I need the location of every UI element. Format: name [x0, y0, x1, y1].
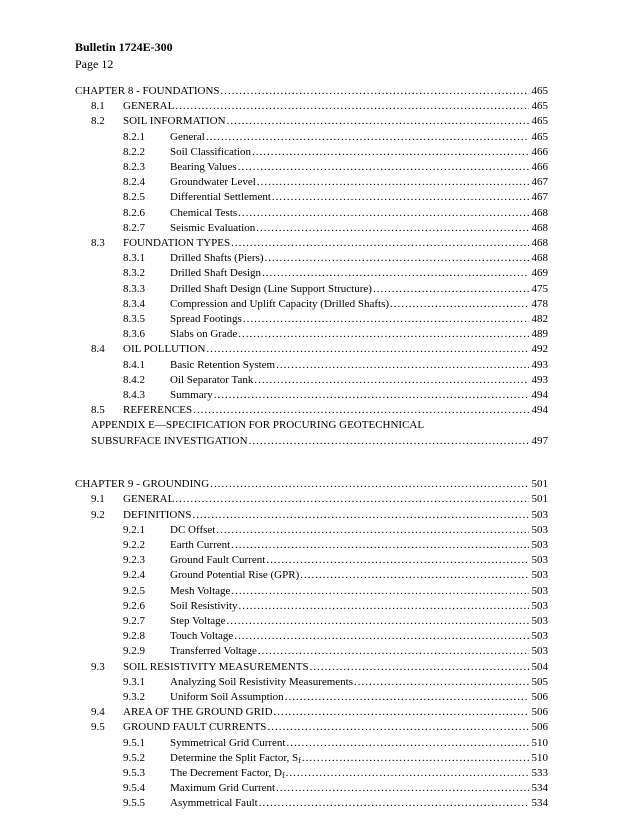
- dot-leader: [267, 720, 529, 735]
- toc-section-number: 8.2.4: [123, 176, 145, 189]
- toc-page-number: 466: [531, 161, 548, 173]
- toc-section-title: [170, 568, 299, 583]
- toc-chapter-row[interactable]: [75, 84, 548, 99]
- toc-section-title: [170, 584, 230, 599]
- toc-section-title: [123, 236, 230, 251]
- toc-page-number: 534: [531, 782, 548, 795]
- toc-title-text: Step Voltage: [170, 615, 226, 627]
- toc-entry-row[interactable]: [75, 175, 548, 190]
- toc-page-number: 478: [531, 297, 548, 310]
- toc-page-number: 466: [531, 145, 548, 158]
- toc-section-number: 9.2.6: [123, 599, 145, 612]
- toc-entry-row[interactable]: [75, 206, 548, 221]
- toc-section-title: [123, 99, 174, 114]
- toc-page-number: 467: [531, 176, 548, 189]
- toc-title-text: Mesh Voltage: [170, 584, 231, 597]
- toc-page-number: 465: [531, 130, 548, 143]
- toc-entry-row[interactable]: [75, 342, 548, 357]
- toc-appendix-title: APPENDIX E—SPECIFICATION FOR PROCURING GEOTECHNICAL: [91, 419, 425, 432]
- toc-title-text: Differential Settlement: [170, 191, 271, 204]
- toc-entry-row[interactable]: [75, 660, 548, 675]
- toc-section-title: [170, 312, 242, 327]
- toc-entry-row[interactable]: [75, 553, 548, 568]
- toc-section-title: [170, 358, 275, 373]
- toc-section-number: 9.5.3: [123, 767, 145, 779]
- toc-section-number: 8.3.6: [123, 328, 145, 341]
- toc-section-title: [170, 130, 205, 145]
- toc-section-title: [170, 190, 271, 205]
- toc-page-number: 503: [531, 645, 548, 658]
- page-number: Page 12: [75, 57, 114, 71]
- toc-page-number: 468: [531, 206, 548, 219]
- toc-section-number: 9.2.9: [123, 645, 145, 658]
- toc-entry-row[interactable]: [75, 614, 548, 629]
- toc-entry-row[interactable]: [75, 190, 548, 205]
- toc-page-number: 506: [531, 691, 548, 703]
- dot-leader: [274, 705, 529, 720]
- toc-chapter-row[interactable]: [75, 477, 548, 492]
- dot-leader: [300, 568, 529, 583]
- toc-section-title: [170, 251, 263, 266]
- toc-entry-row[interactable]: [75, 236, 548, 251]
- toc-section-number: 9.2.1: [123, 523, 145, 536]
- toc-entry-row[interactable]: [75, 373, 548, 388]
- toc-section-number: 9.2: [91, 508, 105, 521]
- toc-section-title: [123, 660, 309, 675]
- toc-page-number: 503: [531, 615, 548, 627]
- toc-page-number: 494: [531, 389, 548, 401]
- toc-title-text: Compression and Uplift Capacity (Drilled Shafts): [170, 297, 390, 310]
- toc-page-number: 510: [531, 751, 548, 764]
- toc-title-text: CHAPTER 9 - GROUNDING: [75, 478, 210, 491]
- toc-section-number: 9.1: [91, 493, 105, 506]
- dot-leader: [238, 327, 529, 342]
- toc-title-text: DEFINITIONS: [123, 508, 192, 521]
- dot-leader: [231, 584, 529, 599]
- toc-title-text: GENERAL: [123, 100, 175, 113]
- toc-section-number: 8.4.3: [123, 389, 145, 401]
- toc-title-text: SOIL RESISTIVITY MEASUREMENTS: [123, 660, 309, 673]
- toc-page-number: 467: [531, 191, 548, 204]
- toc-section-number: 8.2.2: [123, 145, 145, 158]
- toc-section-title: [170, 781, 275, 796]
- dot-leader: [175, 492, 529, 507]
- toc-entry-row[interactable]: [75, 751, 548, 766]
- toc-title-text: Bearing Values: [170, 161, 237, 173]
- toc-entry-row[interactable]: [75, 312, 548, 327]
- toc-page-number: 482: [531, 313, 548, 325]
- toc-section-number: 8.2.7: [123, 221, 145, 234]
- toc-section-title: [170, 675, 353, 690]
- toc-page-number: 503: [531, 554, 548, 567]
- toc-entry-row[interactable]: [75, 736, 548, 751]
- toc-entry-row[interactable]: [75, 130, 548, 145]
- toc-entry-row[interactable]: [75, 508, 548, 523]
- toc-section-number: 8.2: [91, 115, 105, 128]
- toc-section-title: [75, 84, 220, 99]
- bulletin-title: Bulletin 1724E-300: [75, 40, 173, 54]
- toc-title-text: Oil Separator Tank: [170, 373, 254, 386]
- toc-entry-row[interactable]: [75, 629, 548, 644]
- toc-section-number: 8.2.1: [123, 130, 145, 143]
- toc-appendix-row[interactable]: [75, 434, 548, 449]
- toc-page-number: 494: [531, 404, 548, 417]
- toc-title-text: Slabs on Grade: [170, 328, 238, 341]
- dot-leader: [234, 629, 529, 644]
- toc-title-text: Chemical Tests: [170, 206, 238, 219]
- toc-title-text: Ground Fault Current: [170, 554, 266, 567]
- toc-page-number: 492: [531, 343, 548, 356]
- dot-leader: [238, 206, 529, 221]
- dot-leader: [256, 221, 529, 236]
- dot-leader: [175, 99, 529, 114]
- dot-leader: [221, 84, 529, 99]
- toc-section-title: [123, 403, 192, 418]
- toc-title-text: CHAPTER 8 - FOUNDATIONS: [75, 85, 220, 97]
- toc-section-number: 8.2.6: [123, 206, 145, 219]
- toc-section-number: 9.5.5: [123, 797, 145, 810]
- toc-section-number: 8.2.3: [123, 161, 145, 173]
- toc-section-number: 9.2.8: [123, 630, 145, 643]
- dot-leader: [254, 373, 529, 388]
- toc-section-number: 8.3.2: [123, 267, 145, 280]
- toc-page-number: 497: [531, 434, 548, 447]
- toc-section-title: [170, 736, 285, 751]
- toc-section-number: 9.2.5: [123, 584, 145, 597]
- toc-section-number: 8.5: [91, 404, 105, 417]
- dot-leader: [214, 388, 529, 403]
- toc-section-number: 9.5.1: [123, 736, 145, 749]
- toc-title-text: Drilled Shaft Design: [170, 267, 262, 280]
- dot-leader: [231, 236, 529, 251]
- toc-section-title: [170, 796, 258, 811]
- toc-title-text: Touch Voltage: [170, 630, 234, 643]
- dot-leader: [231, 538, 529, 553]
- toc-entry-row[interactable]: [75, 160, 548, 175]
- subscript: f: [281, 771, 285, 780]
- toc-section-title: [170, 160, 237, 175]
- toc-title-text: Maximum Grid Current: [170, 782, 276, 795]
- toc-page-number: 468: [531, 237, 548, 249]
- dot-leader: [243, 312, 529, 327]
- toc-entry-row[interactable]: [75, 599, 548, 614]
- dot-leader: [286, 736, 529, 751]
- dot-leader: [239, 599, 529, 614]
- dot-leader: [206, 342, 529, 357]
- toc-entry-row[interactable]: [75, 145, 548, 160]
- toc-entry-row[interactable]: [75, 523, 548, 538]
- dot-leader: [227, 614, 529, 629]
- toc-page-number: 493: [531, 358, 548, 371]
- toc-section-number: 9.3.1: [123, 675, 145, 688]
- dot-leader: [266, 553, 529, 568]
- dot-leader: [249, 434, 529, 449]
- toc-section-title: [123, 508, 191, 523]
- toc-title-text: Soil Resistivity: [170, 599, 238, 612]
- toc-section-title: [170, 553, 265, 568]
- toc-section-number: 8.2.5: [123, 191, 145, 204]
- toc-page-number: 465: [531, 115, 548, 128]
- toc-entry-row[interactable]: [75, 781, 548, 796]
- toc-page-number: 503: [531, 569, 548, 582]
- toc-section-title: [170, 206, 237, 221]
- toc-section-number: 8.1: [91, 100, 105, 113]
- toc-entry-row[interactable]: [75, 568, 548, 583]
- dot-leader: [257, 175, 529, 190]
- toc-title-text: FOUNDATION TYPES: [123, 237, 231, 249]
- toc-section-number: 9.5.2: [123, 751, 145, 764]
- dot-leader: [258, 644, 529, 659]
- toc-title-text: OIL POLLUTION: [123, 343, 206, 356]
- dot-leader: [264, 251, 529, 266]
- toc-section-title: [123, 492, 174, 507]
- toc-page-number: 503: [531, 523, 548, 536]
- toc-title-text: Seismic Evaluation: [170, 221, 256, 234]
- dot-leader: [285, 690, 529, 705]
- toc-section-title: [123, 342, 205, 357]
- toc-title-text: Drilled Shafts (Piers): [170, 252, 264, 265]
- toc-page-number: 468: [531, 252, 548, 265]
- toc-title-text: Earth Current: [170, 539, 231, 551]
- toc-page-number: 489: [531, 328, 548, 341]
- toc-title-text: AREA OF THE GROUND GRID: [123, 706, 273, 719]
- toc-section-number: 9.2.7: [123, 615, 145, 627]
- toc-section-title: [170, 388, 213, 403]
- toc-section-title: [170, 175, 256, 190]
- dot-leader: [276, 781, 529, 796]
- toc-title-text: Asymmetrical Fault: [170, 797, 258, 810]
- toc-section-title: [170, 599, 238, 614]
- toc-page-number: 503: [531, 599, 548, 612]
- toc-page-number: 505: [531, 675, 548, 688]
- dot-leader: [262, 266, 529, 281]
- dot-leader: [390, 297, 529, 312]
- toc-section-number: 8.3.3: [123, 282, 145, 295]
- toc-page-number: 504: [531, 660, 548, 673]
- dot-leader: [227, 114, 529, 129]
- toc-section-title: [170, 266, 261, 281]
- dot-leader: [310, 660, 529, 675]
- dot-leader: [216, 523, 529, 538]
- toc-page-number: 503: [531, 539, 548, 551]
- dot-leader: [192, 508, 529, 523]
- toc-section-number: 9.5.4: [123, 782, 145, 795]
- toc-section-title: [123, 720, 266, 735]
- toc-page-number: 493: [531, 373, 548, 386]
- dot-leader: [276, 358, 529, 373]
- toc-page-number: 534: [531, 797, 548, 810]
- toc-title-text: Uniform Soil Assumption: [170, 691, 284, 703]
- toc-appendix-title: SUBSURFACE INVESTIGATION: [91, 434, 248, 447]
- toc-page-number: 469: [531, 267, 548, 280]
- toc-section-number: 8.4: [91, 343, 105, 356]
- toc-title-text: DC Offset: [170, 523, 216, 536]
- toc-section-number: 9.5: [91, 721, 105, 734]
- toc-entry-row[interactable]: [75, 403, 548, 418]
- toc-section-title: [170, 145, 251, 160]
- dot-leader: [286, 766, 529, 781]
- toc-entry-row[interactable]: [75, 644, 548, 659]
- toc-section-number: 8.3: [91, 237, 105, 249]
- toc-section-title: [123, 114, 226, 129]
- toc-entry-row[interactable]: [75, 538, 548, 553]
- toc-entry-row[interactable]: [75, 114, 548, 129]
- toc-title-text: GROUND FAULT CURRENTS: [123, 721, 267, 734]
- toc-section-title: [170, 690, 284, 705]
- toc-title-text: Drilled Shaft Design (Line Support Structure): [170, 282, 372, 295]
- toc-section-title: [170, 373, 253, 388]
- toc-section-number: 8.4.1: [123, 358, 145, 371]
- toc-entry-row[interactable]: [75, 266, 548, 281]
- toc-page-number: 510: [531, 736, 548, 749]
- toc-entry-row[interactable]: [75, 720, 548, 735]
- toc-section-number: 9.3.2: [123, 691, 145, 703]
- toc-section-title: [75, 477, 209, 492]
- toc-title-text: The Decrement Factor, D: [170, 767, 282, 779]
- toc-title-text: Groundwater Level: [170, 176, 256, 189]
- toc-section-number: 8.4.2: [123, 373, 145, 386]
- dot-leader: [210, 477, 529, 492]
- toc-section-number: 8.3.5: [123, 313, 145, 325]
- toc-entry-row[interactable]: [75, 796, 548, 811]
- toc-appendix-row[interactable]: [75, 418, 548, 433]
- toc-title-text: Summary: [170, 389, 213, 401]
- toc-section-title: [170, 538, 230, 553]
- toc-title-text: Ground Potential Rise (GPR): [170, 569, 300, 582]
- toc-title-text: Transferred Voltage: [170, 645, 257, 658]
- toc-page-number: 506: [531, 721, 548, 734]
- dot-leader: [252, 145, 529, 160]
- toc-section-title: [170, 297, 389, 312]
- toc-section-title: [170, 629, 233, 644]
- toc-section-number: 8.3.1: [123, 252, 145, 265]
- dot-leader: [193, 403, 529, 418]
- toc-entry-row[interactable]: [75, 690, 548, 705]
- toc-section-title: [170, 282, 372, 297]
- toc-page-number: 503: [531, 584, 548, 597]
- toc-entry-row[interactable]: [75, 388, 548, 403]
- toc-entry-row[interactable]: [75, 492, 548, 507]
- toc-entry-row[interactable]: [75, 282, 548, 297]
- toc-page-number: 503: [531, 630, 548, 643]
- toc-section-title: [170, 614, 226, 629]
- toc-entry-row[interactable]: [75, 99, 548, 114]
- toc-page-number: 468: [531, 221, 548, 234]
- dot-leader: [272, 190, 529, 205]
- toc-page-number: 465: [531, 85, 548, 97]
- toc-page-number: 533: [531, 767, 548, 779]
- toc-section-title: [170, 523, 215, 538]
- toc-page-number: 475: [531, 282, 548, 295]
- toc-section-title: [170, 221, 255, 236]
- toc-section-number: 9.4: [91, 706, 105, 719]
- toc-title-text: REFERENCES: [123, 404, 193, 417]
- dot-leader: [373, 282, 529, 297]
- dot-leader: [206, 130, 529, 145]
- toc-page-number: 465: [531, 100, 548, 113]
- toc-page-number: 501: [531, 493, 548, 506]
- toc-entry-row[interactable]: [75, 766, 548, 781]
- dot-leader: [259, 796, 529, 811]
- toc-title-text: Analyzing Soil Resistivity Measurements: [170, 675, 354, 688]
- dot-leader: [238, 160, 529, 175]
- dot-leader: [302, 751, 529, 766]
- toc-section-number: 9.2.4: [123, 569, 145, 582]
- toc-title-text: Spread Footings: [170, 313, 242, 325]
- toc-section-number: 9.3: [91, 660, 105, 673]
- toc-title-text: Determine the Split Factor, S: [170, 751, 299, 764]
- toc-title-text: Basic Retention System: [170, 358, 276, 371]
- toc-section-title: [123, 705, 273, 720]
- toc-title-text: General: [170, 130, 205, 143]
- toc-title-text: GENERAL: [123, 493, 175, 506]
- toc-page-number: 506: [531, 706, 548, 719]
- toc-title-text: Soil Classification: [170, 145, 251, 158]
- toc-page-number: 501: [531, 478, 548, 491]
- toc-entry-row[interactable]: [75, 358, 548, 373]
- toc-entry-row[interactable]: [75, 584, 548, 599]
- toc-page-number: 503: [531, 508, 548, 521]
- toc-entry-row[interactable]: [75, 221, 548, 236]
- toc-entry-row[interactable]: [75, 675, 548, 690]
- subscript: f: [298, 755, 301, 765]
- toc-entry-row[interactable]: [75, 327, 548, 342]
- toc-section-number: 9.2.3: [123, 554, 145, 567]
- toc-entry-row[interactable]: [75, 297, 548, 312]
- toc-title-text: Symmetrical Grid Current: [170, 736, 286, 749]
- dot-leader: [354, 675, 529, 690]
- toc-section-title: [170, 327, 237, 342]
- toc-title-text: SOIL INFORMATION: [123, 115, 226, 128]
- toc-section-title: [170, 644, 257, 659]
- toc-section-number: 8.3.4: [123, 297, 145, 310]
- toc-entry-row[interactable]: [75, 705, 548, 720]
- toc-section-number: 9.2.2: [123, 539, 145, 551]
- toc-entry-row[interactable]: [75, 251, 548, 266]
